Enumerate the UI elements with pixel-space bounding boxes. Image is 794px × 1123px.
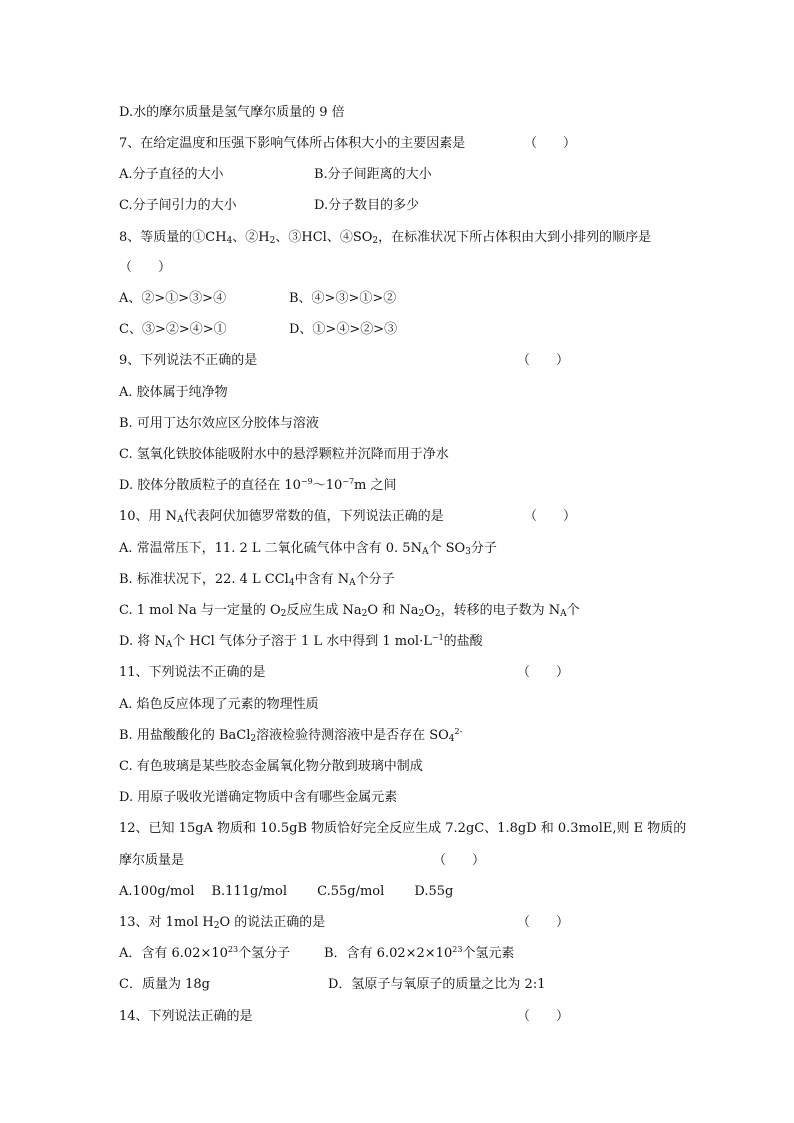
question-11: 11、下列说法不正确的是 （ ） (119, 665, 570, 680)
q9-option-b: B. 可用丁达尔效应区分胶体与溶液 (119, 416, 319, 431)
question-13: 13、对 1mol $H_2O$ 的说法正确的是 （ ） (119, 915, 570, 931)
q10-option-b: B. 标准状况下，22. 4 L CCl$_4$中含有 $N_A$个分子 (119, 572, 395, 588)
question-10: 10、用 $N_A$代表阿伏加德罗常数的值，下列说法正确的是 （ ） (119, 509, 577, 525)
question-9: 9、下列说法不正确的是 （ ） (119, 353, 570, 368)
question-12-cont: 摩尔质量是 （ ） (119, 853, 486, 868)
q6-option-d: D.水的摩尔质量是氢气摩尔质量的 9 倍 (119, 105, 345, 120)
q11-option-b: B. 用盐酸酸化的 BaCl$_2$溶液检验待测溶液中是否存在 $SO_4^{2-}$ (119, 727, 463, 744)
question-8: 8、等质量的$①CH_4$、$②H_2$、③HCl、$④SO_2$，在标准状况下所占体积由大到小排列的顺序是 (119, 230, 652, 246)
question-8-paren: （ ） (119, 260, 172, 275)
q8-options-ab: A、②>①>③>④ B、④>③>①>② (119, 291, 397, 306)
q11-option-a: A. 焰色反应体现了元素的物理性质 (119, 697, 319, 712)
q13-options-cd: C．质量为 18g D．氢原子与氧原子的质量之比为 2:1 (119, 977, 546, 992)
question-14: 14、下列说法正确的是 （ ） (119, 1009, 570, 1024)
q11-option-d: D. 用原子吸收光谱确定物质中含有哪些金属元素 (119, 790, 398, 805)
q9-option-d: D. 胶体分散质粒子的直径在 $10^{-9}\sim 10^{-7}m$ 之间 (119, 477, 397, 493)
question-12: 12、已知 15gA 物质和 10.5gB 物质恰好完全反应生成 7.2gC、1.8gD 和 0.3molE,则 E 物质的 (119, 821, 687, 836)
q12-options: A.100g/mol B.111g/mol C.55g/mol D.55g (119, 884, 454, 899)
q10-option-d: D. 将 $N_A$个 HCl 气体分子溶于 1 L 水中得到 1 $mol\cdot L^{-1}$的盐酸 (119, 633, 483, 650)
q7-options-cd: C.分子间引力的大小 D.分子数目的多少 (119, 198, 420, 213)
question-7: 7、在给定温度和压强下影响气体所占体积大小的主要因素是 （ ） (119, 136, 577, 151)
q9-option-a: A. 胶体属于纯净物 (119, 385, 228, 400)
q10-option-a: A. 常温常压下，11. 2 L 二氧化硫气体中含有 0. $5N_A$个 $SO_3$分子 (119, 541, 497, 557)
q9-option-c: C. 氢氧化铁胶体能吸附水中的悬浮颗粒并沉降而用于净水 (119, 447, 449, 462)
q13-options-ab: A．含有 $6.02\times 10^{23}$个氢分子 B．含有 $6.02\times 2\times 10^{23}$个氢元素 (119, 945, 515, 961)
q10-option-c: C. 1 mol Na 与一定量的 $O_2$反应生成 $Na_2O$ 和 $Na_2O_2$，转移的电子数为 $N_A$个 (119, 603, 580, 619)
q7-options-ab: A.分子直径的大小 B.分子间距离的大小 (119, 167, 432, 182)
q8-options-cd: C、③>②>④>① D、①>④>②>③ (119, 322, 398, 337)
q11-option-c: C. 有色玻璃是某些胶态金属氧化物分散到玻璃中制成 (119, 759, 423, 774)
